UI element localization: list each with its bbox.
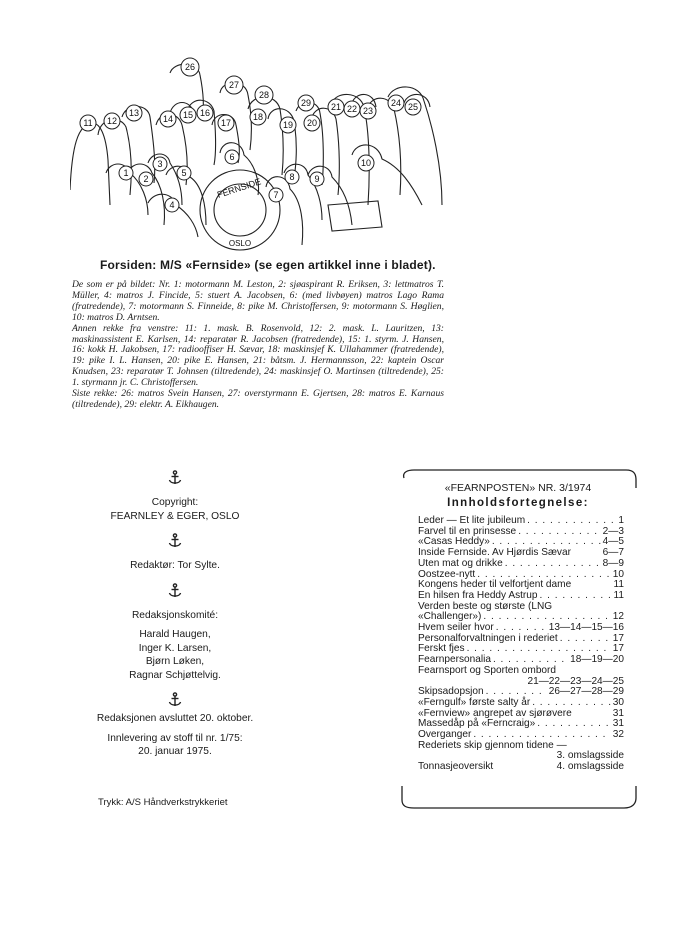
toc-entry-title: «Fernview» angrepet av sjørøvere bbox=[418, 707, 572, 719]
toc-entry-title: Ferskt fjes bbox=[418, 643, 465, 655]
toc-entry-title: Uten mat og drikke bbox=[418, 557, 503, 569]
toc-leader-dots bbox=[560, 634, 611, 645]
person-number: 3 bbox=[157, 159, 163, 169]
toc-entry-pages: 18—19—20 bbox=[570, 654, 624, 666]
person-number: 15 bbox=[182, 110, 194, 120]
person-number: 10 bbox=[360, 158, 372, 168]
person-number: 21 bbox=[330, 102, 342, 112]
toc-entry-pages: 26—27—28—29 bbox=[548, 686, 624, 698]
toc-continuation: 21—22—23—24—25 bbox=[527, 675, 624, 687]
toc-leader-dots bbox=[537, 719, 610, 730]
toc-entry-title: Inside Fernside. Av Hjørdis Sævar bbox=[418, 547, 571, 559]
person-number: 11 bbox=[83, 118, 93, 128]
toc-entry-pages: 17 bbox=[612, 643, 624, 655]
committee-member: Inger K. Larsen, bbox=[138, 642, 212, 654]
copyright-holder: FEARNLEY & EGER, OSLO bbox=[110, 510, 240, 522]
toc-entry bbox=[418, 666, 624, 677]
toc-entry-pages: 32 bbox=[612, 729, 624, 741]
copyright-label: Copyright: bbox=[151, 497, 199, 508]
toc-entry-title: En hilsen fra Heddy Astrup bbox=[418, 589, 538, 601]
toc-entry-title: Verden beste og største (LNG bbox=[418, 600, 553, 612]
toc-leader-dots bbox=[505, 559, 601, 570]
cover-caption-title: Forsiden: M/S «Fernside» (se egen artikkel inne i bladet). bbox=[100, 258, 436, 272]
toc-entry-title: Rederiets skip gjennom tidene — bbox=[418, 739, 567, 751]
person-number: 17 bbox=[220, 118, 232, 128]
toc-entry-title: Hvem seiler hvor bbox=[418, 622, 494, 634]
toc-entry-pages: 10 bbox=[612, 568, 624, 580]
toc-entry bbox=[418, 559, 624, 570]
toc-entry-pages: 12 bbox=[612, 611, 624, 623]
committee-member: Ragnar Schjøttelvig. bbox=[129, 669, 221, 681]
person-number: 8 bbox=[289, 172, 295, 182]
description-paragraph: Annen rekke fra venstre: 11: 1. mask. B. Rosenvold, 12: 2. mask. L. Lauritzen, 13: maskinassistent E. Karlsen, 14: reparatør R. Jacobsen (fratredende), 15: 1. styrm. J. Hansen, 16: kokk H. Jakobsen, 17: radiooffiser H. Sævar, 18: maskinsjef K. Ullahammer (fratredende), 19: pike I. L. Hansen, 20: pike E. Hansen, 21: båtsm. J. Hermannsson, 22: kaptein Oscar Knudsen, 23: reparatør T. Johnsen (tiltredende), 24: maskinsjef O. Martinsen (tiltredende), 25: 1. styrmann jr. C. Christoffersen. bbox=[72, 322, 444, 389]
person-number: 2 bbox=[143, 174, 149, 184]
toc-entry-pages: 6—7 bbox=[602, 547, 624, 559]
description-paragraph: Siste rekke: 26: matros Svein Hansen, 27: overstyrmann E. Gjertsen, 28: matros E. Karnaus (tiltredende), 29: elektr. A. Eikhaugen. bbox=[72, 388, 444, 410]
cover-description bbox=[72, 280, 444, 411]
person-number: 27 bbox=[228, 80, 240, 90]
toc-entry-title: Skipsadopsjon bbox=[418, 686, 484, 698]
person-number: 25 bbox=[407, 102, 419, 112]
person-number: 26 bbox=[184, 62, 196, 72]
person-number: 16 bbox=[199, 108, 211, 118]
submission-deadline-line2: 20. januar 1975. bbox=[138, 746, 212, 757]
toc-entry-title: Overganger bbox=[418, 729, 472, 741]
lifebuoy-text-top: FERNSIDE bbox=[215, 176, 263, 200]
submission-deadline-line1: Innlevering av stoff til nr. 1/75: bbox=[107, 732, 243, 744]
toc-entry-title: Kongens heder til velfortjent dame bbox=[418, 579, 572, 591]
anchor-icon bbox=[168, 533, 182, 549]
toc-entry-pages: 17 bbox=[612, 632, 624, 644]
committee-label: Redaksjonskomité: bbox=[131, 609, 219, 621]
toc-entry bbox=[418, 762, 624, 773]
printer-credit: Trykk: A/S Håndverkstrykkeriet bbox=[98, 797, 228, 808]
person-number: 1 bbox=[123, 168, 129, 178]
toc-entry-title: Leder — Et lite jubileum bbox=[418, 515, 526, 526]
toc-entry-pages: 11 bbox=[613, 579, 624, 591]
toc-continuation: 3. omslagsside bbox=[556, 750, 624, 762]
anchor-icon bbox=[168, 470, 182, 486]
person-number: 7 bbox=[273, 190, 279, 200]
editor: Redaktør: Tor Sylte. bbox=[130, 560, 220, 571]
toc-entry-pages: 31 bbox=[612, 707, 624, 719]
anchor-icon bbox=[168, 583, 182, 599]
person-number: 20 bbox=[306, 118, 318, 128]
description-paragraph: De som er på bildet: Nr. 1: motormann M. Leston, 2: sjøaspirant R. Eriksen, 3: lettmatros T. Müller, 4: matros J. Fincide, 5: stuert A. Jacobsen, 6: (med livbøyen) matros Lago Rama (fratredende), 7: motormann S. Finneide, 8: pike M. Christoffersen, 9: motormann S. Høglien, 10: matros D. Arntsen. bbox=[72, 279, 444, 323]
committee-member: Harald Haugen, bbox=[139, 629, 211, 640]
colophon bbox=[70, 470, 280, 759]
toc-entry-pages: 1 bbox=[618, 515, 624, 526]
person-number: 23 bbox=[362, 106, 374, 116]
toc-leader-dots bbox=[518, 527, 600, 538]
anchor-icon bbox=[168, 692, 182, 708]
toc-entry-title: Massedåp på «Ferncraig» bbox=[418, 718, 536, 730]
person-number: 13 bbox=[128, 108, 140, 118]
person-number: 29 bbox=[300, 98, 312, 108]
toc-entry-pages: 4—5 bbox=[602, 536, 624, 548]
person-number: 22 bbox=[346, 104, 358, 114]
toc-entry-pages: 4. omslagsside bbox=[556, 761, 624, 773]
editorial-closed: Redaksjonen avsluttet 20. oktober. bbox=[96, 713, 254, 724]
toc-entry-pages: 13—14—15—16 bbox=[548, 622, 624, 634]
toc-entry-title: «Challenger») bbox=[418, 611, 482, 623]
person-number: 18 bbox=[252, 112, 264, 122]
toc-entry-title: Oostzee-nytt bbox=[418, 568, 476, 580]
person-number: 4 bbox=[169, 200, 175, 210]
toc-entry-title: «Casas Heddy» bbox=[418, 536, 490, 548]
toc-entry-title: Farvel til en prinsesse bbox=[418, 525, 517, 537]
toc-entry-pages: 11 bbox=[613, 589, 624, 601]
person-number: 9 bbox=[314, 174, 320, 184]
committee-member: Bjørn Løken, bbox=[145, 656, 205, 667]
person-number: 12 bbox=[106, 116, 118, 126]
toc-entry-title: Fearnpersonalia bbox=[418, 654, 491, 666]
cover-photo-key bbox=[70, 55, 450, 255]
person-number: 5 bbox=[181, 168, 187, 178]
toc-entry-pages: 8—9 bbox=[602, 557, 624, 569]
lifebuoy-text-bottom: OSLO bbox=[228, 239, 252, 248]
person-number: 14 bbox=[162, 114, 174, 124]
toc-entry-pages: 2—3 bbox=[602, 525, 624, 537]
person-number: 19 bbox=[282, 120, 294, 130]
toc-entry-title: Personalforvaltningen i rederiet bbox=[418, 632, 558, 644]
person-number: 28 bbox=[258, 90, 270, 100]
person-number: 6 bbox=[229, 152, 235, 162]
toc-entry-pages: 31 bbox=[612, 718, 624, 730]
toc-subtitle: Innholdsfortegnelse: bbox=[447, 497, 589, 509]
toc-entry-pages: 30 bbox=[612, 696, 624, 708]
toc-entry-title: Tonnasjeoversikt bbox=[418, 761, 494, 773]
toc-entry-title: «Ferngulf» første salty år bbox=[418, 696, 531, 708]
person-number: 24 bbox=[390, 98, 402, 108]
toc-list bbox=[418, 516, 624, 773]
toc-title: «FEARNPOSTEN» NR. 3/1974 bbox=[444, 482, 592, 494]
toc-entry-title: Fearnsport og Sporten ombord bbox=[418, 664, 557, 676]
